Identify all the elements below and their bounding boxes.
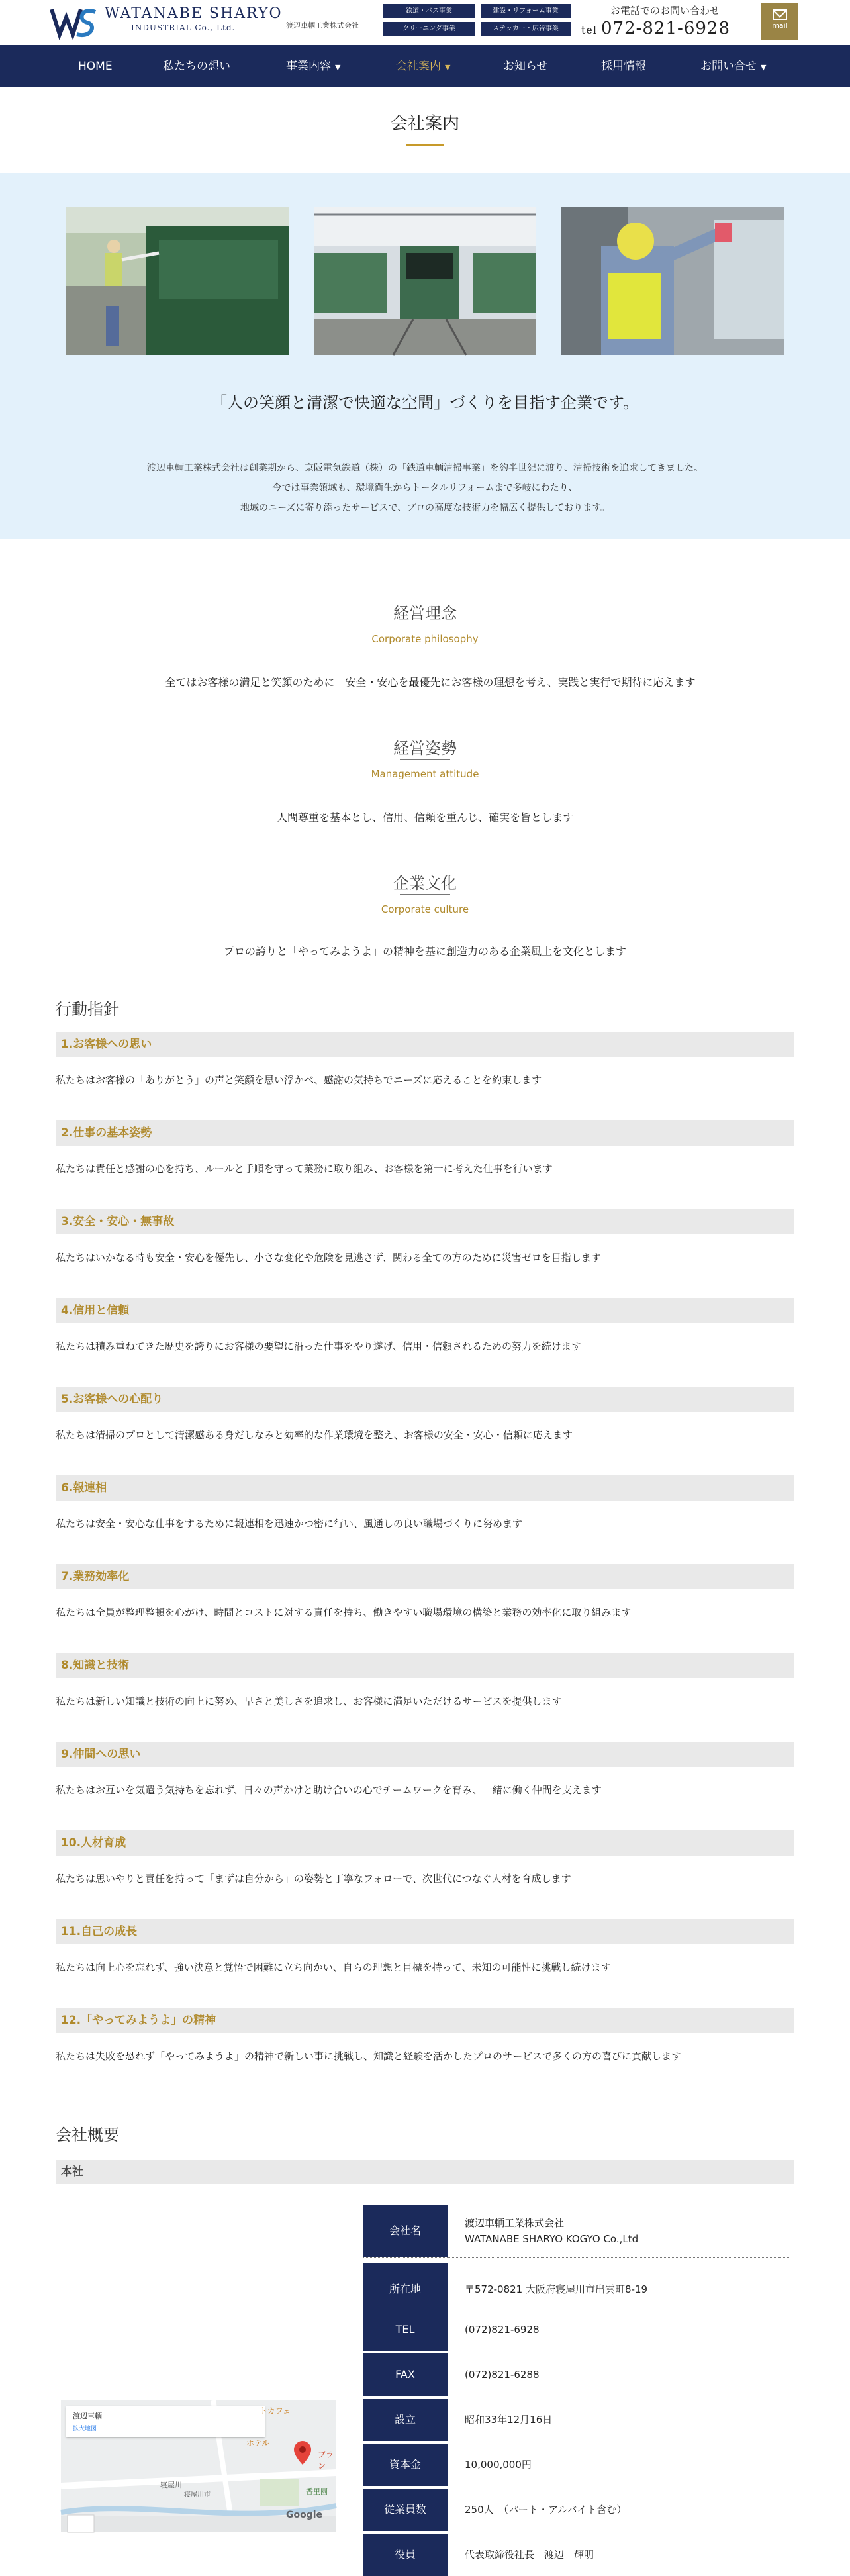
guideline-title: 7.業務効率化 [56, 1564, 794, 1589]
mail-label: mail [772, 21, 788, 30]
guideline-text: 私たちは清掃のプロとして清潔感ある身だしなみと効率的な作業環境を整え、お客様の安全・安心・信頼に応えます [56, 1429, 573, 1441]
overview-value [465, 2444, 532, 2486]
overview-key: 所在地 [363, 2263, 448, 2315]
tag-sticker-ad: ステッカー・広告事業 [481, 22, 571, 36]
overview-value [465, 2353, 540, 2396]
culture-text: プロの誇りと「やってみようよ」の精神を基に創造力のある企業風土を文化とします [223, 945, 626, 958]
phone-prefix: tel [581, 24, 598, 36]
capital-value: 10,000,000円 [465, 2459, 532, 2471]
overview-row-company [363, 2205, 790, 2258]
map-label-hotel: ホテル [246, 2438, 270, 2448]
overview-row-officers [363, 2534, 790, 2561]
overview-row-employees [363, 2489, 790, 2532]
company-logo-icon[interactable] [50, 5, 97, 38]
overview-key: 設立 [363, 2399, 448, 2441]
employees-value: 250人 （パート・アルバイト含む） [465, 2504, 627, 2516]
page-title: 会社案内 [390, 114, 459, 134]
logo-wordmark[interactable] [105, 5, 283, 32]
intro-line-1: 渡辺車輌工業株式会社は創業期から、京阪電気鉄道（株）の「鉄道車輌清掃事業」を約半世紀に渡り、清掃技術を追求してきました。 [147, 463, 703, 473]
overview-row-established [363, 2399, 790, 2442]
nav-label: お問い合せ [700, 60, 757, 73]
culture-title: 企業文化 [393, 874, 457, 893]
guideline-title: 10.人材育成 [56, 1830, 794, 1856]
guideline-text: 私たちは新しい知識と技術の向上に努め、早さと美しさを追求し、お客様に満足いただけるサービスを提供します [56, 1695, 562, 1707]
chevron-down-icon: ▼ [445, 63, 451, 72]
map-label-brand: ブラン [318, 2450, 334, 2471]
guideline-text: 私たちは失敗を恐れず「やってみようよ」の精神で新しい事に挑戦し、知識と経験を活かしたプロのサービスで多くの方の喜びに貢献します [56, 2050, 682, 2062]
overview-value [465, 2489, 626, 2531]
guideline-text: 私たちはいかなる時も安全・安心を優先し、小さな変化や危険を見逃さず、関わる全ての方のために災害ゼロを目指します [56, 1252, 601, 1263]
nav-recruit[interactable] [601, 45, 646, 87]
guideline-text: 私たちは積み重ねてきた歴史を誇りにお客様の要望に沿った仕事をやり遂げ、信用・信頼されるための努力を続けます [56, 1340, 582, 1352]
overview-key: FAX [363, 2353, 448, 2396]
guideline-text: 私たちは思いやりと責任を持って「まずは自分から」の姿勢と丁寧なフォローで、次世代につなぐ人材を育成します [56, 1873, 571, 1885]
guideline-title: 9.仲間への思い [56, 1742, 794, 1767]
overview-key: 従業員数 [363, 2489, 448, 2531]
nav-home[interactable] [78, 45, 113, 87]
nav-our-thoughts[interactable] [163, 45, 230, 87]
overview-heading: 会社概要 [56, 2122, 794, 2148]
intro-text [0, 458, 850, 518]
intro-line-3: 地域のニーズに寄り添ったサービスで、プロの高度な技術力を幅広く提供しております。 [240, 503, 610, 513]
photo-train-station [314, 207, 536, 355]
guideline-title: 8.知識と技術 [56, 1653, 794, 1678]
chevron-down-icon: ▼ [761, 63, 767, 72]
overview-value [465, 2399, 552, 2441]
map-info-card [66, 2406, 265, 2437]
overview-value [465, 2263, 647, 2315]
map-place-name: 渡辺車輌 [73, 2412, 102, 2420]
overview-value [465, 2205, 638, 2257]
tag-railway-bus: 鉄道・バス事業 [383, 4, 475, 18]
guideline-text: 私たちは全員が整理整頓を心がけ、時間とコストに対する責任を持ち、働きやすい職場環境の構築と業務の効率化に取り組みます [56, 1607, 632, 1618]
google-logo: Google [286, 2510, 323, 2520]
intro-line-2: 今では事業領域も、環境衛生からトータルリフォームまで多岐にわたり、 [272, 483, 578, 493]
overview-key: TEL [363, 2308, 448, 2351]
overview-key: 役員 [363, 2534, 448, 2576]
google-map[interactable] [61, 2400, 336, 2532]
overview-row-tel [363, 2308, 790, 2352]
nav-company[interactable] [396, 45, 450, 87]
nav-label: 私たちの想い [163, 60, 230, 73]
phone-label: お電話でのお問い合わせ [610, 5, 720, 17]
guideline-title: 2.仕事の基本姿勢 [56, 1120, 794, 1146]
tel-value[interactable]: (072)821-6928 [465, 2324, 540, 2336]
attitude-divider [400, 759, 450, 760]
established-value: 昭和33年12月16日 [465, 2414, 553, 2426]
philosophy-text: 「全てはお客様の満足と笑顔のために」安全・安心を最優先にお客様の理想を考え、実践と実行で期待に応えます [154, 676, 696, 689]
title-underline [406, 144, 444, 146]
address-value: 〒572-0821 大阪府寝屋川市出雲町8-19 [465, 2283, 648, 2295]
guideline-title: 11.自己の成長 [56, 1919, 794, 1944]
map-enlarge-link[interactable]: 拡大地図 [73, 2426, 97, 2432]
tag-construction: 建設・リフォーム事業 [481, 4, 571, 18]
logo-line1: WATANABE SHARYO [105, 5, 283, 22]
nav-label: 採用情報 [601, 60, 646, 73]
attitude-title: 経営姿勢 [393, 739, 457, 758]
fax-value: (072)821-6288 [465, 2369, 540, 2381]
guidelines-heading: 行動指針 [56, 996, 794, 1022]
guideline-title: 6.報連相 [56, 1475, 794, 1501]
guideline-text: 私たちは安全・安心な仕事をするために報連相を迅速かつ密に行い、風通しの良い職場づくりに努めます [56, 1518, 523, 1530]
envelope-icon [773, 9, 787, 20]
company-name-en-value: WATANABE SHARYO KOGYO Co.,Ltd [465, 2233, 639, 2245]
guideline-title: 12.「やってみようよ」の精神 [56, 2008, 794, 2033]
headquarters-label: 本社 [56, 2160, 794, 2184]
mail-button[interactable] [761, 3, 798, 40]
officers-value: 代表取締役社長 渡辺 輝明 [465, 2549, 594, 2561]
attitude-subtitle: Management attitude [371, 768, 479, 780]
nav-label: お知らせ [503, 60, 548, 73]
logo-line2: INDUSTRIAL Co., Ltd. [131, 23, 236, 32]
nav-label: 事業内容 [286, 60, 331, 73]
guideline-text: 私たちは向上心を忘れず、強い決意と覚悟で困難に立ち向かい、自らの理想と目標を持って、未知の可能性に挑戦し続けます [56, 1961, 611, 1973]
overview-value [465, 2534, 594, 2576]
intro-section [0, 173, 850, 539]
guideline-title: 1.お客様への思い [56, 1032, 794, 1057]
nav-contact[interactable] [700, 45, 766, 87]
map-label-city: 寝屋川市 [184, 2491, 211, 2499]
overview-key: 資本金 [363, 2444, 448, 2486]
overview-row-fax [363, 2353, 790, 2397]
tag-cleaning: クリーニング事業 [383, 22, 475, 36]
guideline-title: 4.信用と信頼 [56, 1298, 794, 1323]
guideline-title: 5.お客様への心配り [56, 1387, 794, 1412]
philosophy-title: 経営理念 [393, 604, 457, 622]
photo-window-cleaning [66, 207, 289, 355]
culture-divider [400, 894, 450, 895]
map-label-road: 寝屋川 [160, 2481, 182, 2489]
philosophy-subtitle: Corporate philosophy [371, 633, 479, 645]
overview-key: 会社名 [363, 2205, 448, 2257]
nav-label: 会社案内 [396, 60, 441, 73]
map-label-station: 香里園 [306, 2487, 328, 2496]
chevron-down-icon: ▼ [335, 63, 341, 72]
overview-row-capital [363, 2444, 790, 2487]
guideline-text: 私たちはお互いを気遣う気持ちを忘れず、日々の声かけと助け合いの心でチームワークを育み、一緒に働く仲間を支えます [56, 1784, 602, 1796]
map-label-shop: トカフェ [260, 2406, 291, 2416]
company-name-jp: 渡辺車輌工業株式会社 [286, 21, 359, 30]
guideline-title: 3.安全・安心・無事故 [56, 1209, 794, 1234]
overview-value [465, 2308, 540, 2351]
nav-label: HOME [78, 60, 113, 73]
map-pin-icon[interactable] [294, 2441, 311, 2465]
site-header [0, 0, 850, 44]
culture-subtitle: Corporate culture [381, 903, 469, 915]
attitude-text: 人間尊重を基本とし、信用、信頼を重んじ、確実を旨とします [276, 811, 573, 824]
intro-tagline: 「人の笑顔と清潔で快適な空間」づくりを目指す企業です。 [211, 393, 639, 412]
photo-worker-cleaning [561, 207, 784, 355]
phone-number-link[interactable] [581, 19, 730, 38]
guideline-text: 私たちは責任と感謝の心を持ち、ルールと手順を守って業務に取り組み、お客様を第一に考えた仕事を行います [56, 1163, 553, 1175]
guideline-text: 私たちはお客様の「ありがとう」の声と笑顔を思い浮かべ、感謝の気持ちでニーズに応えることを約束します [56, 1074, 542, 1086]
nav-news[interactable] [503, 45, 548, 87]
nav-business[interactable] [286, 45, 340, 87]
company-name-jp-value: 渡辺車輌工業株式会社 [465, 2217, 565, 2229]
main-nav [0, 45, 850, 87]
phone-number: 072-821-6928 [601, 19, 731, 38]
